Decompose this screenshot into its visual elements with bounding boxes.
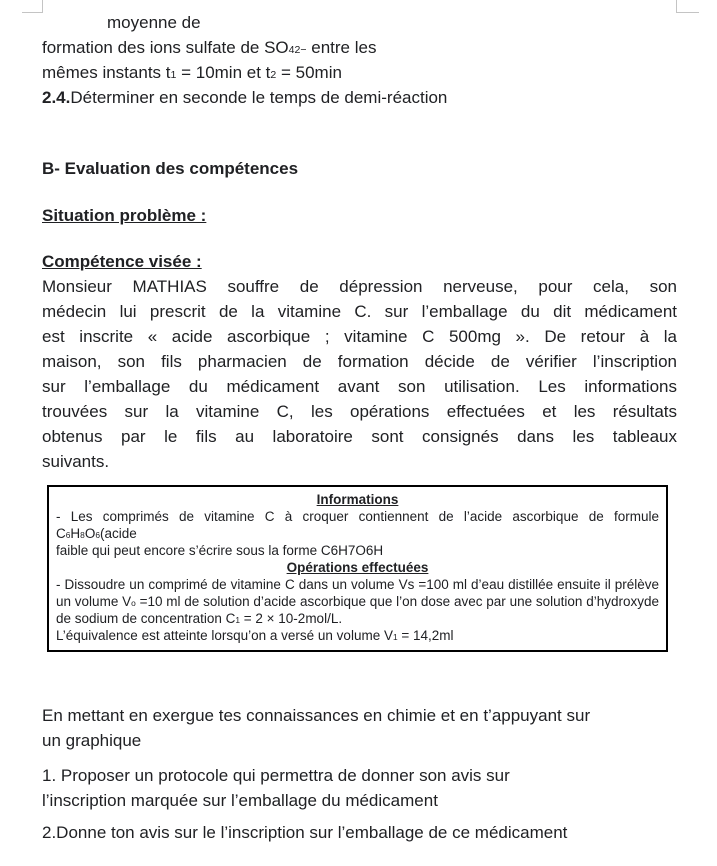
paragraph-line: Monsieur MATHIAS souffre de dépression nerveuse, pour cela, son: [42, 277, 677, 296]
text-boundary-mark-right: [676, 0, 699, 13]
operations-heading: Opérations effectuées: [286, 560, 429, 575]
operations-line: un volume $V_o =10$ ml de solution d’acide ascorbique que l’on dose avec par une solution d’hydroxyde: [56, 594, 660, 609]
text-line: En mettant en exergue tes connaissances en chimie et en t’appuyant sur: [42, 706, 591, 725]
question-2-4: 2.4.Déterminer en seconde le temps de demi-réaction: [42, 88, 448, 107]
question-1: [42, 763, 677, 813]
situation-paragraph: [42, 274, 677, 474]
informations-line: - Les comprimés de vitamine C à croquer contiennent de l’acide ascorbique de formule $C_6H_8O_6(acide$: [56, 509, 659, 541]
closing-instruction: [42, 703, 677, 753]
text-line: moyenne de: [107, 13, 201, 32]
paragraph-line: maison, son fils pharmacien de formation décide de vérifier l’inscription: [42, 352, 677, 371]
informations-heading: Informations: [316, 492, 399, 507]
text-line-instants: mêmes instants $t_1 = 10\min$ et $t_2 = 50\min$: [42, 63, 342, 82]
text-line: 1. Proposer un protocole qui permettra de donner son avis sur: [42, 766, 510, 785]
operations-line: de sodium de concentration $C_1 = 2 \times 10-2mol/L$.: [56, 611, 343, 626]
paragraph-line: médecin lui prescrit de la vitamine C. sur l’emballage du dit médicament: [42, 302, 677, 321]
informations-line: faible qui peut encore s’écrire sous la forme C6H7O6H: [56, 543, 384, 558]
informations-operations-box: [47, 485, 668, 652]
text-line: un graphique: [42, 731, 142, 750]
exercise-2-3-fragment: [42, 10, 677, 110]
operations-line: - Dissoudre un comprimé de vitamine C dans un volume Vs =100 ml d’eau distillée ensuite il prélève: [56, 577, 659, 592]
question-2: 2.Donne ton avis sur le l’inscription sur l’emballage de ce médicament: [42, 823, 568, 842]
paragraph-line: suivants.: [42, 452, 110, 471]
text-line-sulfate-formula: formation des ions sulfate de $SO_4^{2-}$ entre les: [42, 38, 377, 57]
section-b-heading: B- Evaluation des compétences: [42, 159, 299, 178]
text-boundary-mark-left: [22, 0, 43, 13]
paragraph-line: est inscrite « acide ascorbique ; vitamine C 500mg ». De retour à la: [42, 327, 677, 346]
competence-visee-heading: Compétence visée :: [42, 252, 202, 271]
text-line: l’inscription marquée sur l’emballage du médicament: [42, 791, 438, 810]
paragraph-line: obtenus par le fils au laboratoire sont consignés dans les tableaux: [42, 427, 677, 446]
situation-probleme-heading: Situation problème :: [42, 206, 207, 225]
paragraph-line: sur l’emballage du médicament avant son utilisation. Les informations: [42, 377, 677, 396]
operations-line: L’équivalence est atteinte lorsqu’on a versé un volume $V_1 = 14,2ml$: [56, 628, 454, 643]
paragraph-line: trouvées sur la vitamine C, les opérations effectuées et les résultats: [42, 402, 677, 421]
